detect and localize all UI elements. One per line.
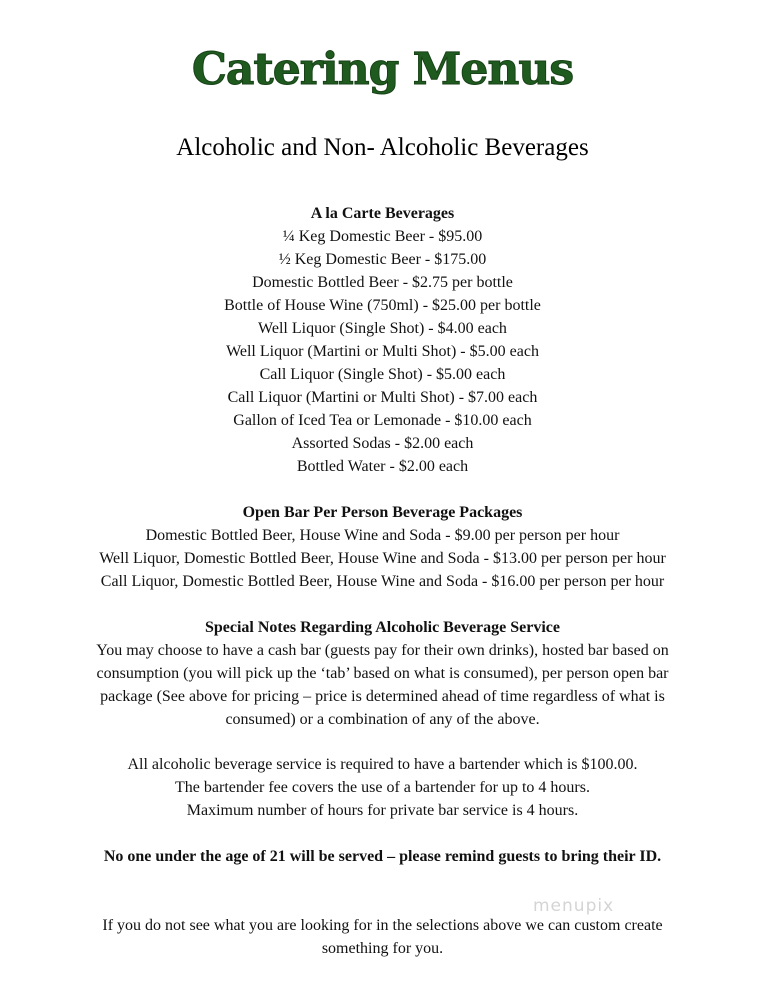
list-item: ½ Keg Domestic Beer - $175.00 — [278, 251, 487, 268]
footer-line: something for you. — [321, 940, 444, 957]
page-title: Catering Menus — [191, 44, 574, 95]
list-item: Well Liquor, Domestic Bottled Beer, House Wine and Soda - $13.00 per person per hour — [99, 550, 666, 567]
list-item: Call Liquor (Single Shot) - $5.00 each — [259, 366, 506, 383]
footer-line: If you do not see what you are looking for in the selections above we can custom create — [102, 917, 663, 934]
list-item: Well Liquor (Single Shot) - $4.00 each — [258, 320, 507, 337]
paragraph-line: consumption (you will pick up the ‘tab’ based on what is consumed), per person open bar — [96, 665, 669, 682]
footer-section — [0, 914, 765, 960]
paragraph-line: The bartender fee covers the use of a bartender for up to 4 hours. — [175, 779, 590, 796]
page-subtitle: Alcoholic and Non- Alcoholic Beverages — [176, 134, 589, 161]
list-item: Well Liquor (Martini or Multi Shot) - $5.00 each — [226, 343, 539, 360]
watermark-text: menupix — [533, 896, 615, 916]
paragraph-line: package (See above for pricing – price is determined ahead of time regardless of what is — [100, 688, 665, 705]
paragraph-line: consumed) or a combination of any of the above. — [225, 711, 540, 728]
list-item: Assorted Sodas - $2.00 each — [291, 435, 474, 452]
bartender-section — [0, 753, 765, 822]
a-la-carte-heading: A la Carte Beverages — [310, 205, 455, 222]
list-item: Domestic Bottled Beer - $2.75 per bottle — [252, 274, 513, 291]
open-bar-heading: Open Bar Per Person Beverage Packages — [242, 504, 523, 521]
list-item: Domestic Bottled Beer, House Wine and Soda - $9.00 per person per hour — [145, 527, 620, 544]
list-item: Bottle of House Wine (750ml) - $25.00 per bottle — [224, 297, 541, 314]
list-item: ¼ Keg Domestic Beer - $95.00 — [282, 228, 483, 245]
open-bar-section — [0, 501, 765, 593]
paragraph-line: You may choose to have a cash bar (guests pay for their own drinks), hosted bar based on — [96, 642, 669, 659]
paragraph-line: Maximum number of hours for private bar service is 4 hours. — [186, 802, 579, 819]
list-item: Call Liquor (Martini or Multi Shot) - $7.00 each — [227, 389, 538, 406]
special-notes-section — [0, 616, 765, 731]
list-item: Bottled Water - $2.00 each — [296, 458, 469, 475]
list-item: Call Liquor, Domestic Bottled Beer, House Wine and Soda - $16.00 per person per hour — [100, 573, 665, 590]
paragraph-line: All alcoholic beverage service is required to have a bartender which is $100.00. — [127, 756, 638, 773]
a-la-carte-section — [0, 202, 765, 478]
list-item: Gallon of Iced Tea or Lemonade - $10.00 each — [233, 412, 532, 429]
special-notes-heading: Special Notes Regarding Alcoholic Beverage Service — [204, 619, 561, 636]
age-notice-text: No one under the age of 21 will be served – please remind guests to bring their ID. — [103, 848, 662, 865]
age-notice — [0, 845, 765, 868]
